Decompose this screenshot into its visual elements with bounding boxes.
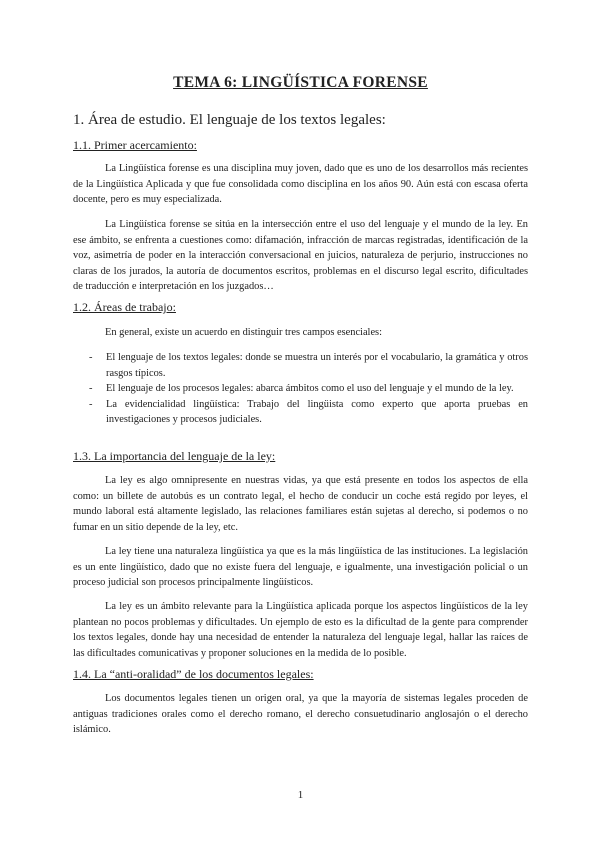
section-1-4-paragraph-1: Los documentos legales tienen un origen oral, ya que la mayoría de sistemas legales proceden de antiguas tradiciones orales como el derecho romano, el derecho consuetudinario anglosajón o el derecho islámico. xyxy=(73,693,528,735)
section-1-1-paragraph-2: La Lingüística forense se sitúa en la intersección entre el uso del lenguaje y el mundo de la ley. En ese ámbito, se enfrenta a cuestiones como: difamación, infracción de marcas registradas, identificación de la voz, asimetría de poder en la interacción conversacional en juicios, naturaleza de perjurio, instrucciones no claras de los jurados, la autoría de documentos escritos, problemas en el discurso legal escrito, dificultades de traducción e interpretación en los juzgados… xyxy=(73,219,528,292)
section-1-3-heading: 1.3. La importancia del lenguaje de la ley: xyxy=(73,449,276,463)
section-1-3-paragraph-1: La ley es algo omnipresente en nuestras vidas, ya que está presente en todos los aspectos de ella como: un billete de autobús es un contrato legal, el hecho de conducir un coche está regido por leyes, el mundo laboral está altamente legislado, las relaciones familiares están sujetas al derecho, si podemos o no fumar en un sitio depende de la ley, etc. xyxy=(73,475,528,533)
page-title: TEMA 6: LINGÜÍSTICA FORENSE xyxy=(173,74,428,91)
list-item: - El lenguaje de los procesos legales: abarca ámbitos como el uso del lenguaje y el mundo de la ley. xyxy=(89,383,514,394)
section-1-4-heading: 1.4. La “anti-oralidad” de los documentos legales: xyxy=(73,667,314,681)
section-1-1-heading: 1.1. Primer acercamiento: xyxy=(73,138,197,152)
work-areas-list xyxy=(73,350,528,428)
section-1-3-paragraph-2: La ley tiene una naturaleza lingüística ya que es la más lingüística de las instituciones. La legislación es un ente lingüístico, dado que no existe fuera del lenguaje, e igualmente, una investigación policial o un proceso judicial son procesos principalmente lingüísticos. xyxy=(73,546,528,588)
page-number: 1 xyxy=(297,789,304,801)
section-1-1-paragraph-1: La Lingüística forense es una disciplina muy joven, dado que es uno de los desarrollos más recientes de la Lingüística Aplicada y que fue consolidada como disciplina en los años 90. Aún está con escasa oferta docente, pero es muy especializada. xyxy=(73,163,528,205)
list-item: - El lenguaje de los textos legales: donde se muestra un interés por el vocabulario, la gramática y otros rasgos típicos. xyxy=(89,352,528,379)
section-1-3-paragraph-3: La ley es un ámbito relevante para la Lingüística aplicada porque los aspectos lingüísticos de la ley plantean no pocos problemas y dificultades. Un ejemplo de esto es la dificultad de la gente para comprender los textos legales, donde hay una necesidad de entender la naturaleza del lenguaje legal, hallar las raíces de las dificultades comunicativas y proponer soluciones en la medida de lo posible. xyxy=(73,601,528,659)
section-1-heading: 1. Área de estudio. El lenguaje de los textos legales: xyxy=(73,112,386,128)
section-1-2-intro: En general, existe un acuerdo en distinguir tres campos esenciales: xyxy=(105,327,382,338)
section-1-2-heading: 1.2. Áreas de trabajo: xyxy=(73,300,176,314)
list-item: - La evidencialidad lingüística: Trabajo del lingüista como experto que aporta pruebas en investigaciones y procesos judiciales. xyxy=(89,398,528,425)
